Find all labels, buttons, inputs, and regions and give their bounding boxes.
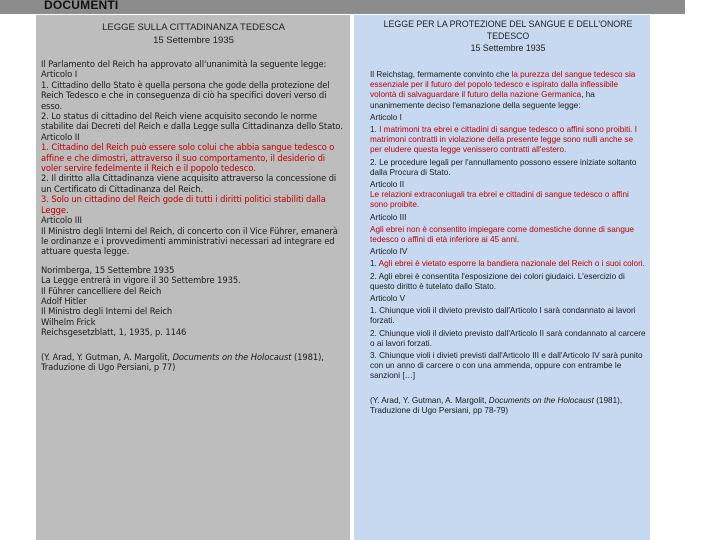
right-cite-book: Documents on the Holocaust	[488, 395, 594, 405]
right-a2-red: Le relazioni extraconiugali tra ebrei e cittadini di sangue tedesco o affini sono proibite.	[370, 190, 629, 210]
right-a4-p2: 2. Agli ebrei è consentita l'esposizione dei colori giudaici. L'esercizio di questo diritto è tutelato dallo Stato.	[370, 271, 625, 291]
right-a5-p2: 2. Chiunque violi il divieto previsto dall'Articolo II sarà condannato al carcere o ai lavori forzati.	[370, 328, 646, 348]
left-title: LEGGE SULLA CITTADINANZA TEDESCA	[102, 22, 285, 33]
page-title: DOCUMENTI	[44, 0, 119, 12]
left-intro: Il Parlamento del Reich ha approvato all'unanimità la seguente legge:	[41, 59, 327, 69]
left-a3-text: Il Ministro degli Interni del Reich, di concerto con il Vice Führer, emanerà le ordinanze e i provvedimenti amministrativi necessari ad integrare ed attuare questa legge.	[41, 225, 338, 257]
title-bar	[0, 0, 685, 14]
right-date: 15 Settembre 1935	[470, 43, 546, 53]
right-a4-red: Agli ebrei è vietato esporre la bandiera nazionale del Reich o i suoi colori.	[378, 259, 645, 269]
right-a1-p2: 2. Le procedure legali per l'annullamento possono essere iniziate soltanto dalla Procura di Stato.	[370, 157, 637, 177]
left-sig6: Wilhelm Frick	[41, 316, 96, 327]
right-a1-text	[370, 125, 646, 156]
right-a4-pre: 1.	[370, 259, 379, 269]
left-body	[41, 59, 346, 372]
left-sig4: Adolf Hitler	[41, 295, 87, 306]
left-a2-red: 1. Cittadino del Reich può essere solo colui che abbia sangue tedesco o affine e che dimostri, attraverso il suo comportamento, il desiderio di voler servire fedelmente il Reich e il popolo tedesco.	[41, 142, 335, 174]
right-cite-post: (1981), Traduzione di Ugo Persiani, pp 78-79)	[370, 395, 623, 415]
left-a2-title: Articolo II	[41, 131, 80, 142]
right-title: LEGGE PER LA PROTEZIONE DEL SANGUE E DELL'ONORE TEDESCO	[383, 19, 633, 41]
left-sig7: Reichsgesetzblatt, 1, 1935, p. 1146	[41, 327, 187, 338]
right-a2-title: Articolo II	[370, 180, 405, 190]
right-a5-title: Articolo V	[370, 294, 406, 304]
right-intro	[370, 70, 646, 111]
left-a2-red2: 3. Solo un cittadino del Reich gode di tutti i diritti politici stabiliti dalla Legge.	[41, 194, 326, 215]
right-a1-red: I matrimoni tra ebrei e cittadini di sangue tedesco o affini sono proibiti. I matrimoni contratti in violazione della presente legge sono nulli anche se per eludere questa legge venissero contratti all'estero.	[370, 125, 638, 155]
left-cite-post: (1981), Traduzione di Ugo Persiani, p 77)	[41, 351, 324, 372]
right-a1-title: Articolo I	[370, 112, 402, 122]
right-citation	[370, 396, 646, 416]
right-a5-p1: 1. Chiunque violi il divieto previsto dall'Articolo I sarà condannato ai lavori forzati.	[370, 306, 636, 326]
left-a1-p2: 2. Lo status di cittadino del Reich viene acquisito secondo le norme stabilite dai Decreti del Reich e dalla Legge sulla Cittadinanza dello Stato.	[41, 111, 343, 132]
left-heading	[41, 21, 346, 47]
left-cite-pre: (Y. Arad, Y. Gutman, A. Margolit,	[41, 351, 173, 362]
left-a2-p2: 2. Il diritto alla Cittadinanza viene acquisito attraverso la concessione di un Certificato di Cittadinanza del Reich.	[41, 173, 337, 194]
left-date: 15 Settembre 1935	[153, 35, 234, 46]
left-a1-text: 1. Cittadino dello Stato è quella persona che gode della protezione del Reich Tedesco e che in conseguenza di ciò ha specifici doveri verso di esso.	[41, 79, 330, 111]
right-a4-text	[370, 259, 646, 269]
right-intro-red: la purezza del sangue tedesco sia essenziale per il futuro del popolo tedesco e ispirato dalla inflessibile volontà di salvaguardare il futuro della nazione Germanica	[370, 70, 636, 100]
right-a3-title: Articolo III	[370, 212, 407, 222]
right-a4-title: Articolo IV	[370, 247, 408, 257]
right-heading	[370, 18, 646, 54]
right-document-panel	[354, 15, 650, 540]
left-cite-book: Documents on the Holocaust	[172, 351, 292, 362]
left-document-panel	[36, 15, 350, 540]
left-citation	[41, 352, 346, 373]
left-sig2: La Legge entrerà in vigore il 30 Settembre 1935.	[41, 275, 241, 286]
right-intro-b: , ha unanimemente deciso l'emanazione della seguente legge:	[370, 90, 595, 110]
right-a5-p3: 3. Chiunque violi i divieti previsti dall'Articolo III e dall'Articolo IV sarà punito con un anno di carcere o con una ammenda, oppure con entrambe le sanzioni […]	[370, 351, 643, 381]
right-a3-red: Agli ebrei non è consentito impiegare come domestiche donne di sangue tedesco o affini di età inferiore ai 45 anni.	[370, 224, 634, 245]
left-a1-title: Articolo I	[41, 69, 78, 80]
right-intro-a: Il Reichstag, fermamente convinto che	[370, 70, 512, 79]
left-a3-title: Articolo III	[41, 215, 82, 226]
left-sig3: Il Führer cancelliere del Reich	[41, 285, 162, 296]
right-body	[370, 70, 646, 416]
left-sig5: Il Ministro degli Interni del Reich	[41, 306, 173, 317]
right-cite-pre: (Y. Arad, Y. Gutman, A. Margolit,	[370, 395, 489, 405]
right-a1-pre: 1.	[370, 125, 380, 135]
left-sig1: Norimberga, 15 Settembre 1935	[41, 264, 175, 275]
